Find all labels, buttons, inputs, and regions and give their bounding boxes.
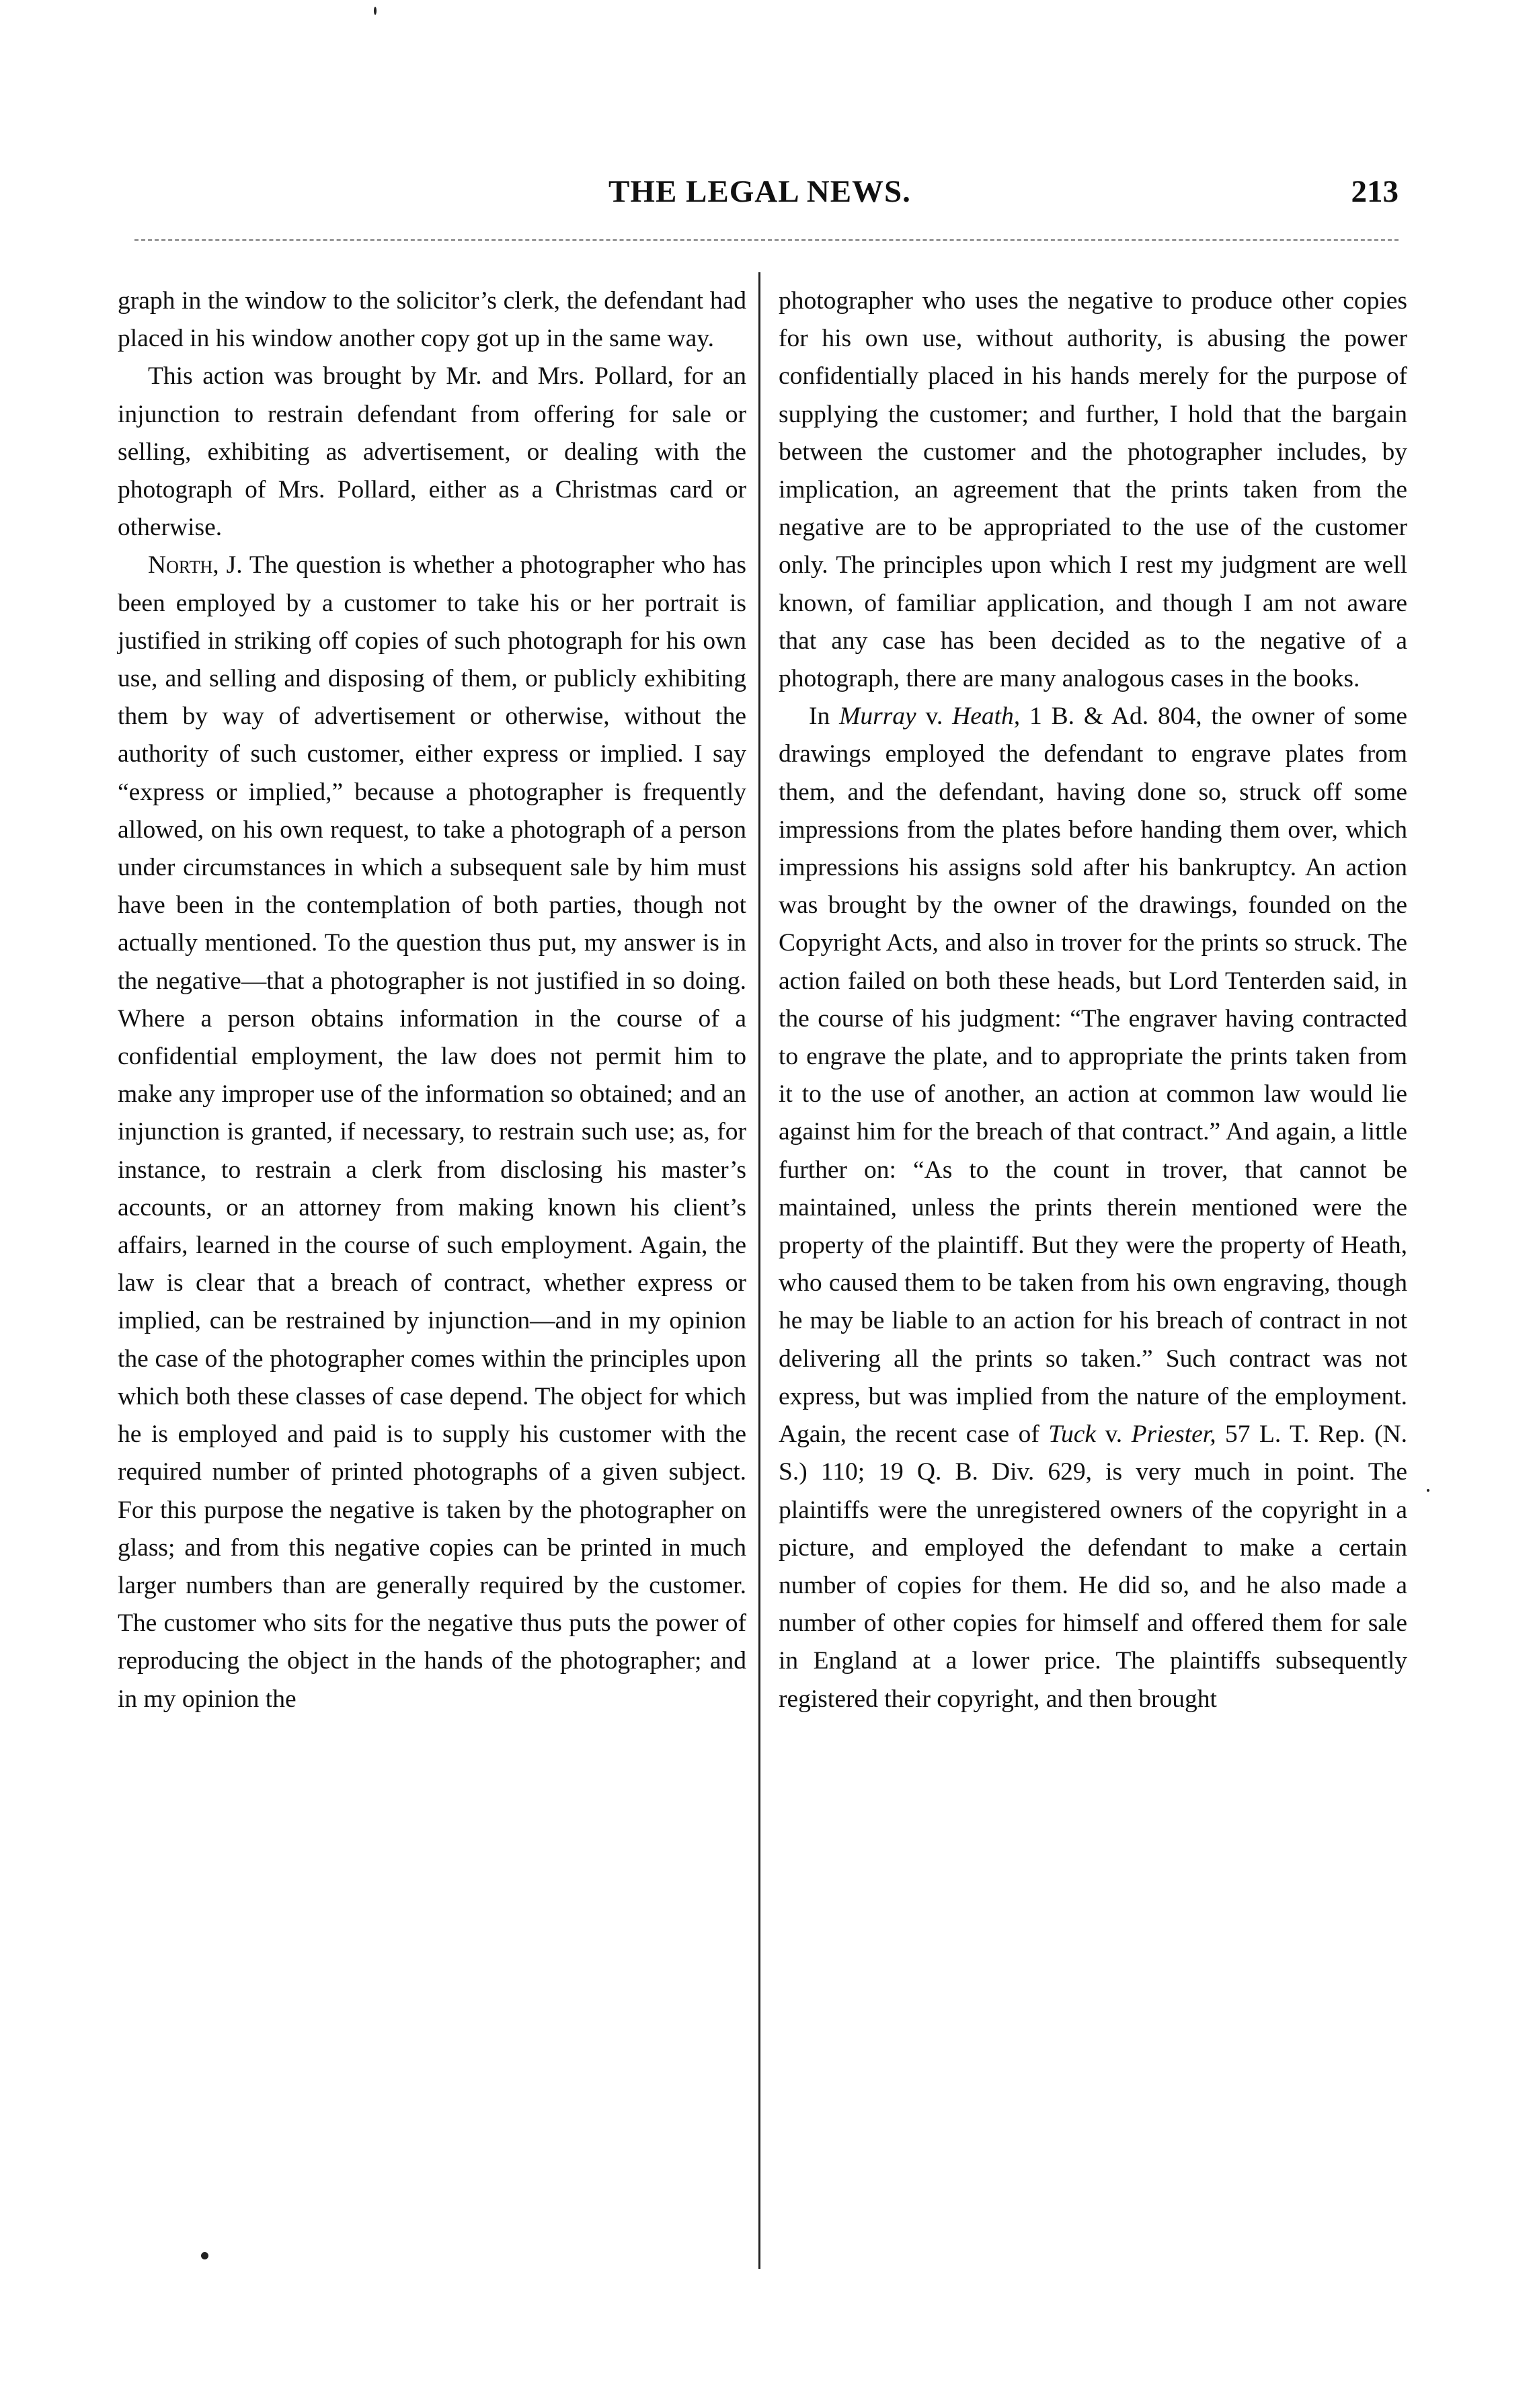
ink-speck <box>1427 1489 1429 1492</box>
text-run: v. <box>1096 1420 1132 1449</box>
running-head: THE LEGAL NEWS. <box>608 174 911 209</box>
ink-speck <box>201 2252 208 2259</box>
judge-name: North, J. <box>148 551 243 579</box>
paragraph-continuation-right: photographer who uses the negative to produce other copies for his own use, without authority, is abusing the power confidentially placed in his hands merely for the purpose of supplying the customer; and further, I hold that the bargain between the customer and the photographer includes, by implication, an agreement that the prints taken from the negative are to be appropriated to the use of the customer only. The principles upon which I rest my judgment are well known, of familiar application, and though I am not aware that any case has been decided as to the negative of a photograph, there are many analogous cases in the books. <box>779 287 1407 693</box>
header-rule <box>134 239 1399 241</box>
case-name: Murray <box>839 703 916 731</box>
paragraph-precedents <box>779 698 1407 1718</box>
case-name: Priester, <box>1131 1420 1216 1449</box>
paragraph-judgment <box>118 547 746 1718</box>
left-column <box>118 282 746 1718</box>
case-name: Tuck <box>1048 1420 1097 1449</box>
text-run: 1 B. & Ad. 804, the owner of some drawings employed the defendant to engrave plates from them, and the defendant, having done so, struck off some impressions from the plates before handing them over, which impressions his assigns sold after his bankruptcy. An action was brought by the owner of the drawings, founded on the Copyright Acts, and also in trover for the prints so struck. The action failed on both these heads, but Lord Tenterden said, in the course of his judgment: “The engraver having contracted to engrave the plate, and to appropriate the prints taken from it to the use of another, an action at common law would lie against him for the breach of that contract.” And again, a little further on: “As to the count in trover, that cannot be maintained, unless the prints therein mentioned were the property of the plaintiff. But they were the property of Heath, who caused them to be taken from his own engraving, though he may be liable to an action for his breach of contract in not delivering all the prints so taken.” Such contract was not express, but was implied from the nature of the employment. Again, the recent case of <box>779 703 1407 1449</box>
right-column <box>779 282 1407 1718</box>
text-run: In <box>809 703 840 731</box>
paragraph-continuation: graph in the window to the solicitor’s clerk, the defendant had placed in his window another copy got up in the same way. <box>118 287 746 353</box>
text-run: v. <box>916 703 953 731</box>
column-divider <box>758 272 760 2269</box>
page-header <box>121 173 1399 220</box>
judgment-text: The question is whether a photographer who has been employed by a customer to take his or her portrait is justified in striking off copies of such photograph for his own use, and selling and disposing of them, or publicly exhibiting them by way of advertisement or otherwise, without the authority of such customer, either express or implied. I say “express or implied,” because a photographer is frequently allowed, on his own request, to take a photograph of a person under circumstances in which a subsequent sale by him must have been in the contemplation of both parties, though not actually mentioned. To the question thus put, my answer is in the negative—that a photographer is not justified in so doing. Where a person obtains information in the course of a confidential employment, the law does not permit him to make any improper use of the information so obtained; and an injunction is granted, if necessary, to restrain such use; as, for instance, to restrain a clerk from disclosing his master’s accounts, or an attorney from making known his client’s affairs, learned in the course of such employment. Again, the law is clear that a breach of contract, whether express or implied, can be restrained by injunction—and in my opinion the case of the photographer comes within the principles upon which both these classes of case depend. The object for which he is employed and paid is to supply his customer with the required number of printed photographs of a given subject. For this purpose the negative is taken by the photographer on glass; and from this negative copies can be printed in much larger numbers than are generally required by the customer. The customer who sits for the negative thus puts the power of reproducing the object in the hands of the photographer; and in my opinion the <box>118 551 746 1713</box>
ink-speck <box>374 7 377 15</box>
paragraph-action: This action was brought by Mr. and Mrs. Pollard, for an injunction to restrain defendant from offering for sale or selling, exhibiting as advertisement, or dealing with the photograph of Mrs. Pollard, either as a Christmas card or otherwise. <box>118 362 746 542</box>
text-run: 57 L. T. Rep. (N. S.) 110; 19 Q. B. Div. 629, is very much in point. The plaintiffs were the unregistered owners of the copyright in a picture, and employed the defendant to make a certain number of copies for them. He did so, and he also made a number of other copies for himself and offered them for sale in England at a lower price. The plaintiffs subsequently registered their copyright, and then brought <box>779 1420 1407 1713</box>
case-name: Heath, <box>952 703 1021 731</box>
page-number: 213 <box>1351 174 1399 209</box>
